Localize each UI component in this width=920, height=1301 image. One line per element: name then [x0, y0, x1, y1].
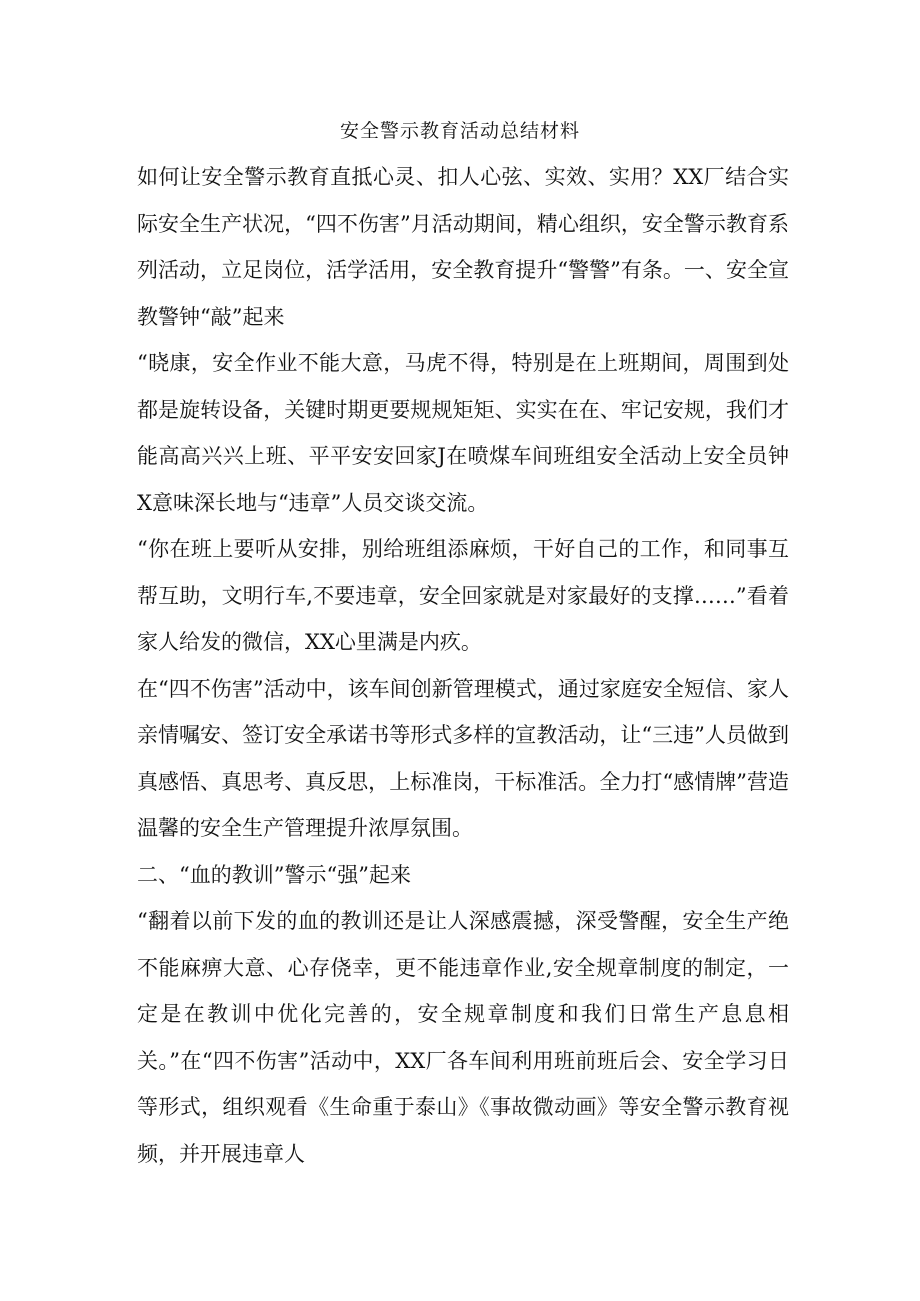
paragraph-quote-family: “你在班上要听从安排，别给班组添麻烦，干好自己的工作，和同事互帮互助，文明行车,不要违章，安全回家就是对家最好的支撑……”看着家人给发的微信，XX心里满是内疚。 [137, 537, 789, 654]
document-body [137, 154, 789, 1177]
document-title: 安全警示教育活动总结材料 [339, 120, 580, 142]
section-heading-two: 二、“血的教训”警示“强”起来 [137, 862, 411, 887]
paragraph-intro: 如何让安全警示教育直抵心灵、扣人心弦、实效、实用？XX厂结合实际安全生产状况，“四不伤害”月活动期间，精心组织，安全警示教育系列活动，立足岗位，活学活用，安全教育提升“警警”有条。一、安全宣教警钟“敲”起来 [137, 165, 789, 329]
paragraph-management-mode: 在“四不伤害”活动中，该车间创新管理模式，通过家庭安全短信、家人亲情嘱安、签订安全承诺书等形式多样的宣教活动，让“三违”人员做到真感悟、真思考、真反思，上标准岗，干标准活。全力打“感情牌”营造温馨的安全生产管理提升浓厚氛围。 [137, 676, 789, 840]
paragraph-blood-lessons: “翻着以前下发的血的教训还是让人深感震撼，深受警醒，安全生产绝不能麻痹大意、心存侥幸，更不能违章作业,安全规章制度的制定，一定是在教训中优化完善的，安全规章制度和我们日常生产息息相关。”在“四不伤害”活动中，XX厂各车间利用班前班后会、安全学习日等形式，组织观看《生命重于泰山》《事故微动画》等安全警示教育视频，并开展违章人 [137, 909, 789, 1166]
paragraph-quote-safety-officer: “晓康，安全作业不能大意，马虎不得，特别是在上班期间，周围到处都是旋转设备，关键时期更要规规矩矩、实实在在、牢记安规，我们才能高高兴兴上班、平平安安回家J在喷煤车间班组安全活动上安全员钟X意味深长地与“违章”人员交谈交流。 [137, 351, 789, 515]
